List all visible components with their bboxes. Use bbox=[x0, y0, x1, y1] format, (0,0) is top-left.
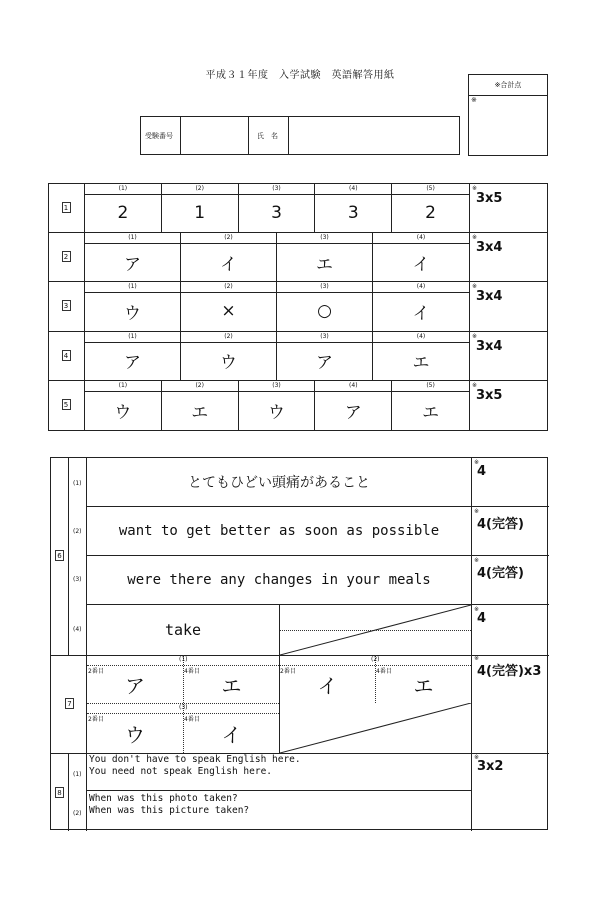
q5-answer-1: ウ bbox=[114, 402, 132, 423]
q3-sub-2: (2) bbox=[181, 282, 276, 293]
q5-answer-5: エ bbox=[422, 402, 440, 423]
q6-sub-3: (3) bbox=[73, 576, 82, 583]
q4-cell-1 bbox=[85, 332, 181, 380]
total-score-box bbox=[468, 74, 548, 156]
q5-sub-5: (5) bbox=[392, 381, 469, 392]
q8-1-answer-a: You don't have to speak English here. bbox=[89, 754, 301, 765]
q8-sub-1: (1) bbox=[73, 771, 82, 778]
q4-sub-1: (1) bbox=[85, 332, 180, 343]
q5-score: 3x5 bbox=[476, 387, 503, 403]
question-number-1: 1 bbox=[62, 202, 71, 213]
q4-cell-4 bbox=[373, 332, 469, 380]
q5-sub-1: (1) bbox=[85, 381, 161, 392]
q6-score-2: 4(完答) bbox=[477, 517, 524, 532]
name-field[interactable] bbox=[289, 117, 459, 154]
name-label: 氏 名 bbox=[257, 132, 278, 140]
q5-sub-3: (3) bbox=[239, 381, 315, 392]
q4-sub-3: (3) bbox=[277, 332, 372, 343]
q5-answer-3: ウ bbox=[267, 402, 285, 423]
q1-cell-3 bbox=[239, 184, 316, 232]
q2-sub-4: (4) bbox=[373, 233, 469, 244]
q7-score: 4(完答)x3 bbox=[477, 664, 542, 679]
q1-cell-5 bbox=[392, 184, 469, 232]
q2-cell-3 bbox=[277, 233, 373, 281]
q5-cell-5 bbox=[392, 381, 469, 430]
q2-answer-4: イ bbox=[412, 254, 430, 275]
q2-answer-3: エ bbox=[316, 254, 333, 275]
q3-cell-1 bbox=[85, 282, 181, 330]
q7-sub-3: (3) bbox=[179, 704, 188, 711]
q2-cell-2 bbox=[181, 233, 277, 281]
q2-score-box bbox=[469, 233, 547, 282]
q7-3-fourth-answer: イ bbox=[221, 723, 242, 747]
q4-answer-4: エ bbox=[412, 353, 430, 374]
q1-cell-4 bbox=[315, 184, 392, 232]
q6-score-4: 4 bbox=[477, 611, 487, 626]
answer-table-6-8: 6 (1) (2) (3) (4) とてもひどい頭痛があること want to get better as soon as possible were there any changes in your meals take ※ 4 ※ 4(完答) ※ 4(完答) ※ 4 7 (1) (2) (3) 2番目 4番目 2番目 4番目 2番目 4番目 ア エ イ エ ウ イ ※ 4(完答)x3 8 (1) (2) You don't have to speak English here. You need not speak English here. When was this photo taken? When was this picture taken? ※ 3x2 bbox=[50, 457, 548, 830]
q2-answer-2: イ bbox=[220, 254, 237, 275]
q3-cell-3 bbox=[277, 282, 373, 330]
q7-1-label-fourth: 4番目 bbox=[184, 668, 200, 675]
q3-score: 3x4 bbox=[476, 289, 503, 305]
q5-score-box bbox=[469, 381, 547, 430]
q4-sub-4: (4) bbox=[373, 332, 469, 343]
q7-1-fourth-answer: エ bbox=[221, 674, 242, 698]
page-title: 平成３１年度 入学試験 英語解答用紙 bbox=[205, 70, 395, 81]
q7-strike-line bbox=[280, 703, 471, 753]
q5-score-mark: ※ bbox=[472, 381, 478, 389]
q8-score: 3x2 bbox=[477, 759, 504, 774]
question-number-8: 8 bbox=[55, 787, 64, 798]
q5-cell-2 bbox=[162, 381, 239, 430]
q1-score: 3x5 bbox=[476, 191, 503, 206]
q7-1-second-answer: ア bbox=[125, 674, 145, 698]
q5-sub-4: (4) bbox=[315, 381, 391, 392]
q4-row bbox=[49, 332, 469, 381]
q4-cell-2 bbox=[181, 332, 277, 380]
q5-sub-2: (2) bbox=[162, 381, 238, 392]
question-number-6: 6 bbox=[55, 550, 64, 561]
q8-2-answer-b: When was this picture taken? bbox=[89, 805, 250, 816]
q7-sub-1: (1) bbox=[179, 656, 188, 663]
q8-sub-2: (2) bbox=[73, 810, 82, 817]
q6-answer-2: want to get better as soon as possible bbox=[118, 523, 440, 539]
q7-3-label-fourth: 4番目 bbox=[184, 716, 200, 723]
q5-cell-4 bbox=[315, 381, 392, 430]
q1-cell-2 bbox=[162, 184, 239, 232]
q1-sub-3: (3) bbox=[239, 184, 315, 195]
q1-sub-4: (4) bbox=[315, 184, 391, 195]
q3-answer-1: ウ bbox=[124, 303, 141, 324]
q3-answer-4: イ bbox=[412, 303, 430, 324]
q6-sub-4: (4) bbox=[73, 626, 82, 633]
q3-row bbox=[49, 282, 469, 331]
exam-number-field[interactable] bbox=[181, 117, 249, 154]
q6-score-3: 4(完答) bbox=[477, 566, 524, 581]
q4-answer-1: ア bbox=[124, 353, 141, 374]
q2-sub-1: (1) bbox=[85, 233, 180, 244]
q4-score-mark: ※ bbox=[472, 332, 478, 340]
q8-1-answer-b: You need not speak English here. bbox=[89, 766, 273, 777]
q2-answer-1: ア bbox=[124, 254, 141, 275]
q3-sub-4: (4) bbox=[373, 282, 469, 293]
exam-number-label: 受験番号 bbox=[145, 132, 173, 140]
q3-sub-3: (3) bbox=[277, 282, 372, 293]
q5-row bbox=[49, 381, 469, 430]
q2-sub-2: (2) bbox=[181, 233, 276, 244]
q7-3-second-answer: ウ bbox=[125, 723, 145, 747]
q1-sub-2: (2) bbox=[162, 184, 238, 195]
q3-cell-2 bbox=[181, 282, 277, 330]
q1-answer-1: 2 bbox=[117, 203, 129, 224]
q2-score: 3x4 bbox=[476, 240, 503, 256]
q7-2-label-fourth: 4番目 bbox=[376, 668, 392, 675]
student-id-box bbox=[140, 116, 460, 155]
q3-answer-2: × bbox=[221, 301, 236, 322]
q2-sub-3: (3) bbox=[277, 233, 372, 244]
q2-cell-4 bbox=[373, 233, 469, 281]
q6-sub-1: (1) bbox=[73, 480, 82, 487]
q6-answer-1: とてもひどい頭痛があること bbox=[188, 475, 370, 491]
question-number-7: 7 bbox=[65, 698, 74, 709]
q2-cell-1 bbox=[85, 233, 181, 281]
q7-2-fourth-answer: エ bbox=[413, 674, 434, 698]
q2-score-mark: ※ bbox=[472, 234, 478, 242]
q3-score-mark: ※ bbox=[472, 283, 478, 291]
q7-3-label-second: 2番目 bbox=[88, 716, 104, 723]
q8-2-answer-a: When was this photo taken? bbox=[89, 793, 238, 804]
answer-table-1-5 bbox=[48, 183, 548, 431]
q1-answer-3: 3 bbox=[271, 203, 282, 224]
q4-score: 3x4 bbox=[476, 338, 503, 354]
q2-row bbox=[49, 233, 469, 282]
q3-sub-1: (1) bbox=[85, 282, 180, 293]
q7-1-label-second: 2番目 bbox=[88, 668, 104, 675]
question-number-4: 4 bbox=[62, 350, 71, 361]
q4-answer-2: ウ bbox=[220, 353, 237, 374]
q3-answer-3: ○ bbox=[317, 301, 332, 322]
q6-score-1: 4 bbox=[477, 464, 487, 479]
question-number-3: 3 bbox=[62, 300, 71, 311]
q1-cell-1 bbox=[85, 184, 162, 232]
q5-cell-3 bbox=[239, 381, 316, 430]
q7-2-second-answer: イ bbox=[317, 674, 338, 698]
q5-answer-4: ア bbox=[344, 402, 362, 423]
q6-answer-4: take bbox=[164, 621, 202, 639]
q7-2-label-second: 2番目 bbox=[280, 668, 296, 675]
q1-sub-1: (1) bbox=[85, 184, 161, 195]
q4-answer-3: ア bbox=[316, 353, 333, 374]
q4-score-box bbox=[469, 332, 547, 381]
total-score-mark: ※ bbox=[471, 96, 477, 104]
q1-score-box bbox=[469, 184, 547, 233]
q4-cell-3 bbox=[277, 332, 373, 380]
question-number-2: 2 bbox=[62, 251, 71, 262]
q1-score-mark: ※ bbox=[472, 185, 478, 192]
q5-cell-1 bbox=[85, 381, 162, 430]
q1-sub-5: (5) bbox=[392, 184, 469, 195]
q1-answer-2: 1 bbox=[194, 203, 206, 224]
q4-sub-2: (2) bbox=[181, 332, 276, 343]
question-number-5: 5 bbox=[62, 399, 71, 410]
total-score-label: ※合計点 bbox=[469, 75, 547, 96]
q5-answer-2: エ bbox=[191, 402, 209, 423]
q1-answer-5: 2 bbox=[425, 203, 436, 224]
q6-sub-2: (2) bbox=[73, 528, 82, 535]
q3-score-box bbox=[469, 282, 547, 331]
q7-sub-2: (2) bbox=[371, 656, 380, 663]
q1-answer-4: 3 bbox=[347, 203, 359, 224]
q6-answer-3: were there any changes in your meals bbox=[127, 572, 431, 588]
q1-row bbox=[49, 184, 469, 233]
q3-cell-4 bbox=[373, 282, 469, 330]
